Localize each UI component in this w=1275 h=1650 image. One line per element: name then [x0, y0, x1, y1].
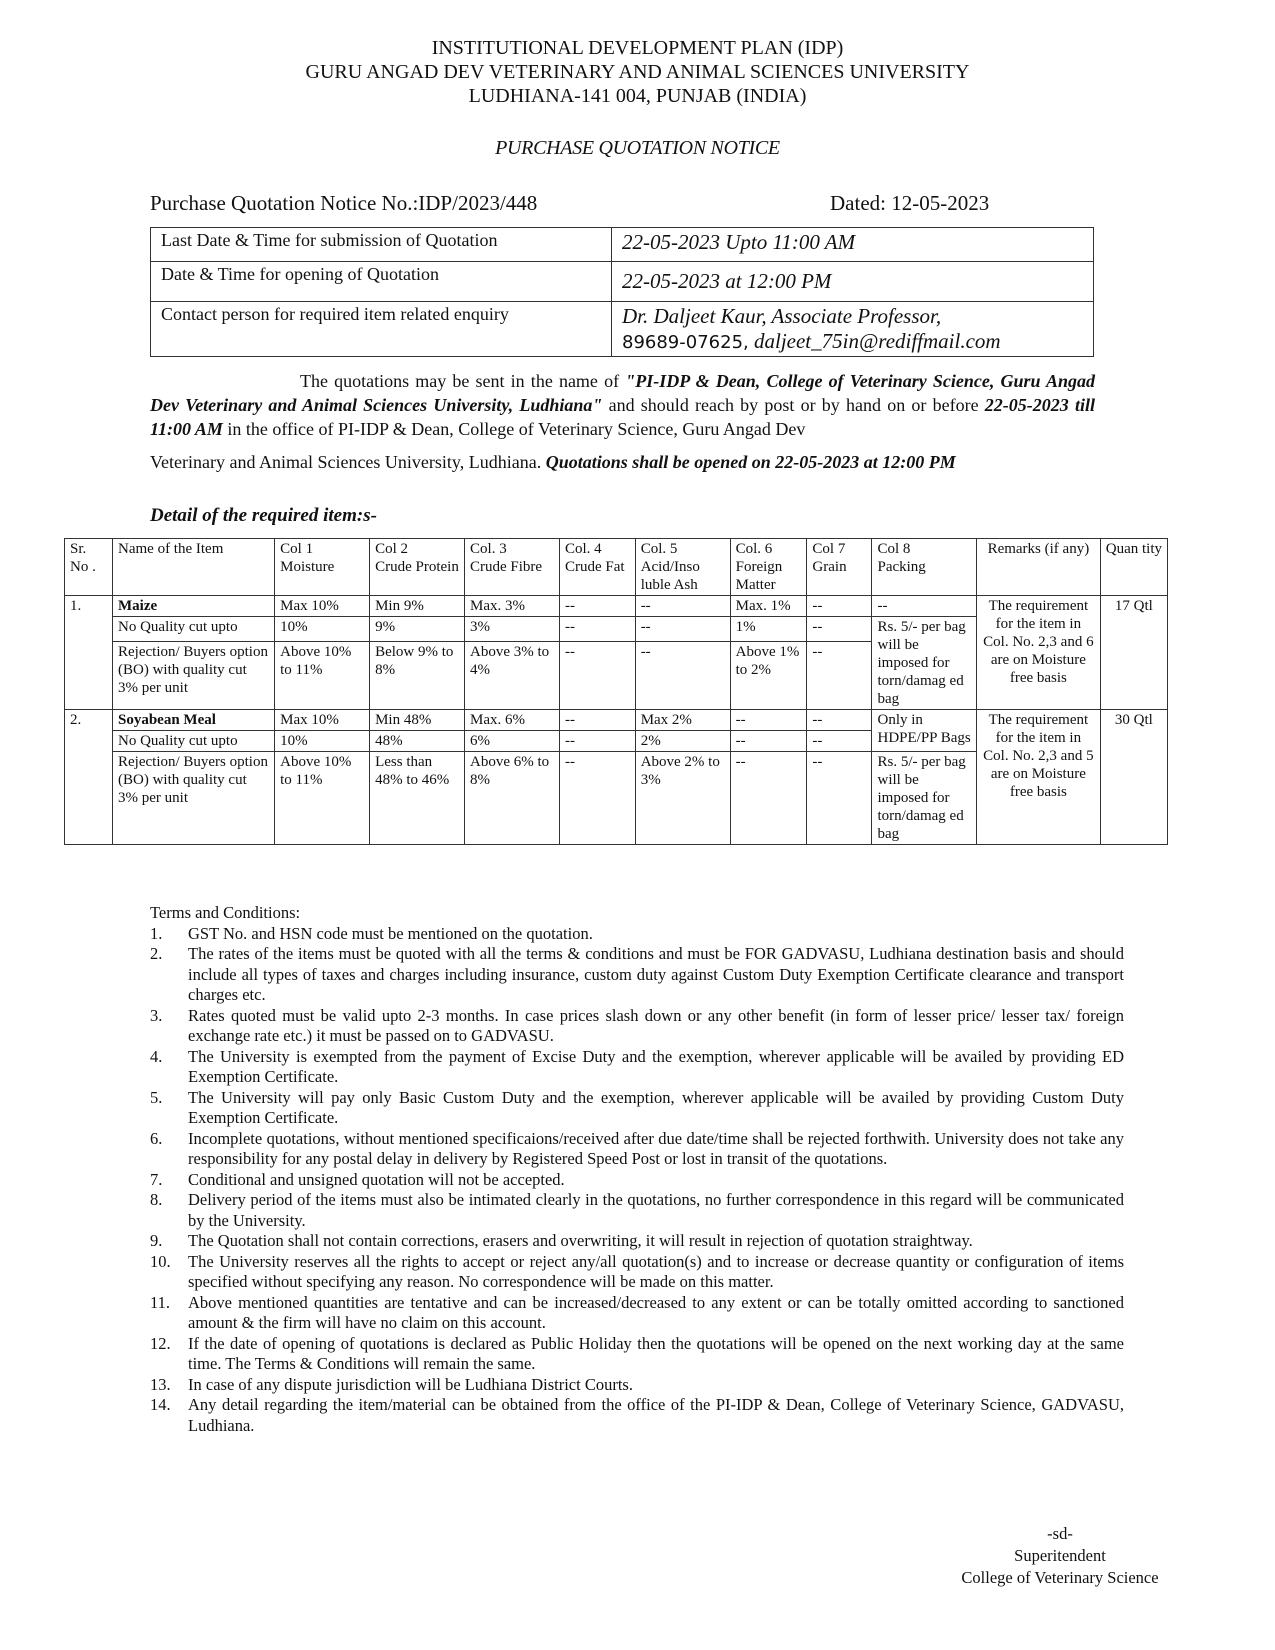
contact-phone: 89689-07625, — [622, 332, 749, 353]
term-item — [150, 1047, 1124, 1088]
term-number: 1. — [150, 923, 163, 943]
table-cell: Above 3% to 4% — [465, 642, 560, 710]
term-text: GST No. and HSN code must be mentioned on the quotation. — [188, 923, 593, 943]
para-deadline: 22-05-2023 till 11:00 AM — [150, 395, 1095, 439]
table-cell: -- — [559, 731, 635, 752]
table-cell: Above 6% to 8% — [465, 752, 560, 845]
col-desc: Grain — [812, 559, 847, 575]
col-name-header: Name of the Item — [113, 539, 275, 596]
table-cell: Max. 6% — [465, 710, 560, 731]
term-item — [150, 1129, 1124, 1170]
soya-packing-2: Rs. 5/- per bag will be imposed for torn/damag ed bag — [872, 752, 977, 845]
term-number: 14. — [150, 1395, 171, 1414]
term-number: 10. — [150, 1251, 171, 1271]
table-cell: Min 48% — [370, 710, 465, 731]
term-number: 13. — [150, 1374, 171, 1394]
term-item — [150, 1231, 1124, 1252]
table-cell: -- — [559, 642, 635, 710]
term-text: The University reserves all the rights to accept or reject any/all quotation(s) and to increase or decrease quantity or configuration of items specified without specifying any reason. No correspondence will be made on this matter. — [188, 1251, 1124, 1291]
term-number: 3. — [150, 1005, 163, 1025]
term-item — [150, 1395, 1124, 1436]
table-cell: -- — [559, 596, 635, 617]
maize-sr: 1. — [65, 596, 113, 710]
term-text: Rates quoted must be valid upto 2-3 months. In case prices slash down or any other benefit (in form of lesser price/ lesser tax/ foreign exchange rate etc.) it must be passed on to GADVASU. — [188, 1005, 1124, 1045]
maize-packing: Rs. 5/- per bag will be imposed for torn/damag ed bag — [872, 617, 977, 710]
term-text: Above mentioned quantities are tentative and can be increased/decreased to any extent or can be totally omitted according to sanctioned amount & the firm will have no claim on this account. — [188, 1292, 1124, 1332]
table-cell: -- — [559, 617, 635, 642]
term-number: 11. — [150, 1292, 171, 1312]
table-cell: -- — [730, 710, 807, 731]
col3-header — [465, 539, 560, 596]
table-cell: -- — [635, 642, 730, 710]
notice-title: PURCHASE QUOTATION NOTICE — [495, 137, 780, 159]
notice-date: Dated: 12-05-2023 — [830, 191, 990, 215]
contact-label: Contact person for required item related enquiry — [151, 302, 612, 357]
term-text: Conditional and unsigned quotation will not be accepted. — [188, 1169, 565, 1189]
submission-label: Last Date & Time for submission of Quotation — [151, 228, 612, 262]
table-cell: 6% — [465, 731, 560, 752]
notice-number-line — [150, 191, 1010, 216]
col-label: Col 7 — [812, 541, 846, 557]
submission-value: 22-05-2023 Upto 11:00 AM — [612, 228, 1094, 262]
term-number: 2. — [150, 944, 163, 963]
term-item — [150, 1293, 1124, 1334]
col-sr-header: Sr. No . — [65, 539, 113, 596]
col-label: Col 1 — [280, 541, 314, 557]
signature-org: College of Veterinary Science — [961, 1568, 1159, 1587]
header-line-3: LUDHIANA-141 004, PUNJAB (INDIA) — [468, 85, 807, 107]
col-desc: Crude Fibre — [470, 559, 543, 575]
contact-details — [622, 329, 1083, 354]
table-cell: -- — [807, 617, 872, 642]
table-cell: -- — [635, 617, 730, 642]
col-label: Col. 3 — [470, 541, 507, 557]
term-number: 9. — [150, 1231, 163, 1250]
contact-value — [612, 302, 1094, 357]
col8-header — [872, 539, 977, 596]
para-opening-note: Quotations shall be opened on 22-05-2023 at 12:00 PM — [545, 452, 956, 472]
row-label: Rejection/ Buyers option (BO) with quality cut 3% per unit — [113, 642, 275, 710]
soya-sr: 2. — [65, 710, 113, 845]
term-text: Any detail regarding the item/material can be obtained from the office of the PI-IDP & Dean, College of Veterinary Science, GADVASU, Ludhiana. — [188, 1395, 1124, 1435]
para-text: The quotations may be sent in the name of — [300, 371, 626, 391]
table-row — [151, 228, 1094, 262]
term-item — [150, 1190, 1124, 1231]
term-text: The Quotation shall not contain corrections, erasers and overwriting, it will result in rejection of quotation straightway. — [188, 1231, 973, 1250]
schedule-table — [150, 227, 1094, 357]
col-label: Col. 6 — [735, 541, 773, 557]
table-cell: -- — [807, 752, 872, 845]
opening-value: 22-05-2023 at 12:00 PM — [612, 262, 1094, 302]
table-cell: -- — [807, 596, 872, 617]
col7-header — [807, 539, 872, 596]
para-text: Veterinary and Animal Sciences University, Ludhiana. — [150, 452, 546, 472]
remarks-header: Remarks (if any) — [977, 539, 1101, 596]
para-addressee: "PI-IDP & Dean, College of Veterinary Science, Guru Angad Dev Veterinary and Animal Sciences University, Ludhiana" — [150, 371, 1095, 415]
table-cell: 2% — [635, 731, 730, 752]
table-cell: -- — [730, 752, 807, 845]
col-desc: Moisture — [280, 559, 335, 575]
table-cell: 3% — [465, 617, 560, 642]
col2-header — [370, 539, 465, 596]
col-desc: Acid/Inso luble Ash — [640, 559, 700, 593]
col5-header — [635, 539, 730, 596]
col-desc: Foreign Matter — [735, 559, 783, 593]
terms-heading: Terms and Conditions: — [150, 903, 301, 922]
term-item — [150, 1006, 1124, 1047]
table-cell: 1% — [730, 617, 807, 642]
notice-number: Purchase Quotation Notice No.:IDP/2023/448 — [150, 191, 538, 215]
term-number: 7. — [150, 1169, 163, 1189]
table-cell: -- — [807, 710, 872, 731]
row-label: Rejection/ Buyers option (BO) with quality cut 3% per unit — [113, 752, 275, 845]
terms-section — [150, 903, 1124, 1436]
maize-remarks: The requirement for the item in Col. No. 2,3 and 6 are on Moisture free basis — [977, 596, 1101, 710]
term-item — [150, 924, 1124, 945]
items-table — [64, 538, 1168, 845]
table-cell: Above 10% to 11% — [275, 752, 370, 845]
detail-heading: Detail of the required item:s- — [150, 505, 377, 526]
term-number: 12. — [150, 1333, 171, 1353]
soya-packing-1: Only in HDPE/PP Bags — [872, 710, 977, 752]
col-desc: Crude Protein — [375, 559, 459, 575]
table-cell: -- — [730, 731, 807, 752]
term-text: Delivery period of the items must also be intimated clearly in the quotations, no further correspondence in this regard will be communicated by the University. — [188, 1190, 1124, 1230]
col-label: Col. 4 — [564, 541, 602, 557]
col-label: Col 8 — [877, 541, 911, 557]
table-row — [151, 262, 1094, 302]
header-line-1: INSTITUTIONAL DEVELOPMENT PLAN (IDP) — [431, 37, 844, 59]
table-cell: -- — [807, 731, 872, 752]
row-label: No Quality cut upto — [113, 617, 275, 642]
table-cell: Max 10% — [275, 710, 370, 731]
col-desc: Crude Fat — [564, 559, 625, 575]
col6-header — [730, 539, 807, 596]
table-cell: Min 9% — [370, 596, 465, 617]
maize-quantity: 17 Qtl — [1100, 596, 1167, 710]
table-cell: -- — [559, 752, 635, 845]
table-row — [65, 596, 1168, 617]
table-row — [151, 302, 1094, 357]
contact-email: daljeet_75in@rediffmail.com — [748, 329, 1001, 353]
table-header-row — [65, 539, 1168, 596]
term-text: The rates of the items must be quoted with all the terms & conditions and must be FOR GADVASU, Ludhiana destination basis and should include all types of taxes and charges including insurance, custom duty against Custom Duty Exemption Certificate clearance and transport charges etc. — [188, 944, 1124, 1004]
term-text: In case of any dispute jurisdiction will be Ludhiana District Courts. — [188, 1374, 633, 1394]
row-label: No Quality cut upto — [113, 731, 275, 752]
term-item — [150, 1334, 1124, 1375]
table-cell: Below 9% to 8% — [370, 642, 465, 710]
table-cell: Less than 48% to 46% — [370, 752, 465, 845]
table-cell: Max 10% — [275, 596, 370, 617]
term-item — [150, 1375, 1124, 1396]
signature-title: Superitendent — [1014, 1546, 1106, 1565]
intro-paragraph — [150, 369, 1095, 477]
term-item — [150, 1252, 1124, 1293]
term-number: 6. — [150, 1128, 163, 1148]
table-cell: Above 2% to 3% — [635, 752, 730, 845]
term-number: 8. — [150, 1190, 163, 1209]
signature-sd: -sd- — [1047, 1524, 1073, 1543]
col-label: Col 2 — [375, 541, 409, 557]
table-cell: -- — [559, 710, 635, 731]
table-cell: 9% — [370, 617, 465, 642]
terms-list — [150, 924, 1124, 1437]
opening-label: Date & Time for opening of Quotation — [151, 262, 612, 302]
para-text: in the office of PI-IDP & Dean, College of Veterinary Science, Guru Angad Dev — [222, 419, 806, 439]
table-cell: -- — [872, 596, 977, 617]
maize-name: Maize — [113, 596, 275, 617]
table-row — [65, 710, 1168, 731]
contact-name: Dr. Daljeet Kaur, Associate Professor, — [622, 304, 942, 328]
table-cell: Max. 1% — [730, 596, 807, 617]
term-text: The University is exempted from the payment of Excise Duty and the exemption, wherever applicable will be availed by providing ED Exemption Certificate. — [188, 1046, 1124, 1086]
term-number: 5. — [150, 1087, 163, 1107]
term-text: If the date of opening of quotations is declared as Public Holiday then the quotations will be opened on the next working day at the same time. The Terms & Conditions will remain the same. — [188, 1333, 1124, 1373]
term-item — [150, 1088, 1124, 1129]
table-cell: -- — [807, 642, 872, 710]
term-item — [150, 944, 1124, 1006]
soya-remarks: The requirement for the item in Col. No. 2,3 and 5 are on Moisture free basis — [977, 710, 1101, 845]
table-cell: 48% — [370, 731, 465, 752]
term-number: 4. — [150, 1046, 163, 1066]
table-cell: Above 10% to 11% — [275, 642, 370, 710]
header-line-2: GURU ANGAD DEV VETERINARY AND ANIMAL SCIENCES UNIVERSITY — [305, 61, 970, 83]
para-text: and should reach by post or by hand on or before — [602, 395, 985, 415]
term-item — [150, 1170, 1124, 1191]
table-cell: 10% — [275, 617, 370, 642]
soya-quantity: 30 Qtl — [1100, 710, 1167, 845]
col-label: Col. 5 — [640, 541, 678, 557]
table-cell: Above 1% to 2% — [730, 642, 807, 710]
col-desc: Packing — [877, 559, 926, 575]
term-text: The University will pay only Basic Custom Duty and the exemption, wherever applicable will be availed by providing Custom Duty Exemption Certificate. — [188, 1087, 1124, 1127]
table-cell: -- — [635, 596, 730, 617]
table-cell: Max 2% — [635, 710, 730, 731]
table-cell: Max. 3% — [465, 596, 560, 617]
col4-header — [559, 539, 635, 596]
term-text: Incomplete quotations, without mentioned specificaions/received after due date/time shall be rejected forthwith. University does not take any responsibility for any postal delay in delivery by Registered Speed Post or lost in transit of the quotations. — [188, 1128, 1124, 1168]
table-cell: 10% — [275, 731, 370, 752]
soya-name: Soyabean Meal — [113, 710, 275, 731]
col1-header — [275, 539, 370, 596]
quantity-header: Quan tity — [1100, 539, 1167, 596]
